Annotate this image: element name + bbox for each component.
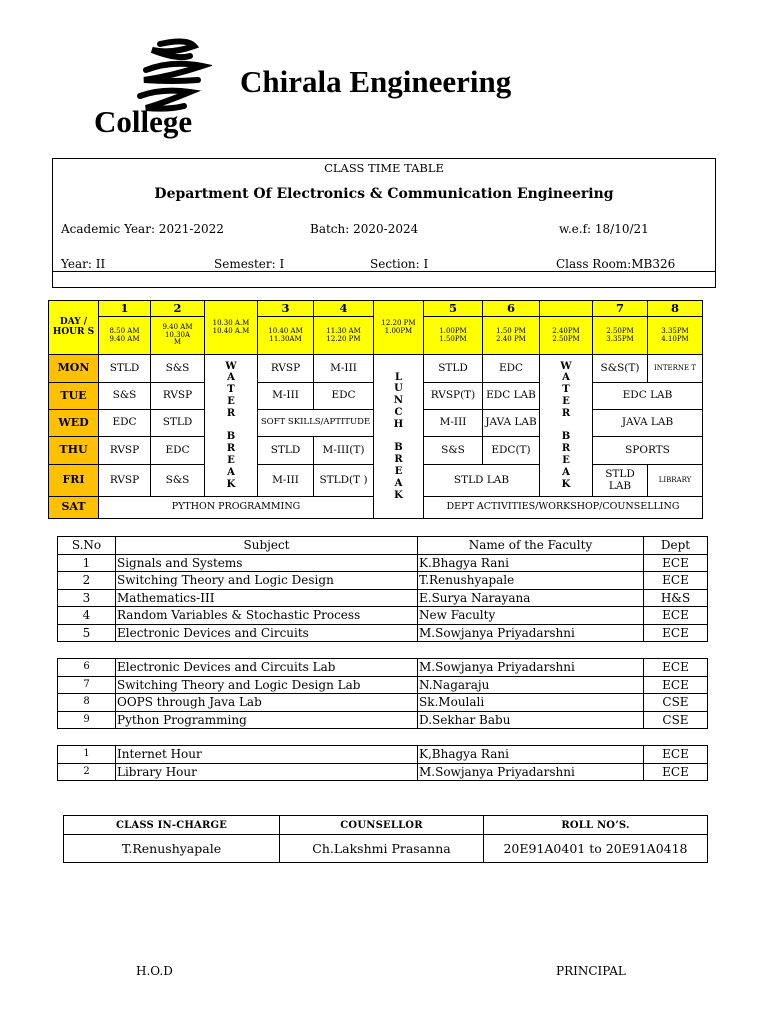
sno-cell: 8 xyxy=(58,694,116,712)
timetable-cell: RVSP xyxy=(99,465,151,497)
table-row xyxy=(58,746,708,764)
day-label: MON xyxy=(49,355,99,383)
dept-cell: ECE xyxy=(644,624,708,642)
subjects-table xyxy=(57,536,708,642)
timetable-cell: STLD(T ) xyxy=(314,465,374,497)
timetable-cell: EDC xyxy=(314,383,374,410)
class-incharge-name: T.Renushyapale xyxy=(64,835,280,863)
day-label: FRI xyxy=(49,465,99,497)
timetable-cell: EDC xyxy=(99,410,151,437)
faculty-cell: K,Bhagya Rani xyxy=(418,746,644,764)
batch: Batch: 2020-2024 xyxy=(310,222,419,236)
dept-cell: CSE xyxy=(644,711,708,729)
period-time: 10.40 AM 11.30AM xyxy=(258,317,314,355)
faculty-cell: N.Nagaraju xyxy=(418,676,644,694)
timetable-cell: STLD xyxy=(151,410,205,437)
subject-cell: Switching Theory and Logic Design xyxy=(116,572,418,590)
dept-cell: ECE xyxy=(644,763,708,781)
period-number: 8 xyxy=(648,301,703,317)
subject-cell: Internet Hour xyxy=(116,746,418,764)
college-name: Chirala Engineering xyxy=(240,64,512,99)
sno-cell: 3 xyxy=(58,589,116,607)
subject-cell: Electronic Devices and Circuits Lab xyxy=(116,659,418,677)
timetable-cell: S&S xyxy=(99,383,151,410)
college-name-line2: College xyxy=(94,104,193,139)
section: Section: I xyxy=(370,257,429,271)
water-break-1: W A T E R B R E A K xyxy=(205,355,258,497)
incharge-table xyxy=(63,815,708,863)
timetable-cell: STLD LAB xyxy=(424,465,540,497)
lunch-time: 12.20 PM 1.00PM xyxy=(374,301,424,355)
timetable-cell: M-III xyxy=(258,465,314,497)
table-row xyxy=(58,711,708,729)
period-number: 3 xyxy=(258,301,314,317)
timetable-cell: STLD xyxy=(99,355,151,383)
timetable-cell: RVSP xyxy=(258,355,314,383)
period-number: 5 xyxy=(424,301,483,317)
period-time: 1.50 PM 2.40 PM xyxy=(483,317,540,355)
page-title: CLASS TIME TABLE xyxy=(324,161,444,175)
break-time: 2.40PM 2.50PM xyxy=(540,317,593,355)
timetable-cell: EDC LAB xyxy=(593,383,703,410)
counsellor-name: Ch.Lakshmi Prasanna xyxy=(280,835,484,863)
timetable-cell: M-III xyxy=(258,383,314,410)
timetable-cell: JAVA LAB xyxy=(593,410,703,437)
column-header: Name of the Faculty xyxy=(418,537,644,555)
day-label: SAT xyxy=(49,497,99,519)
faculty-cell: M.Sowjanya Priyadarshni xyxy=(418,624,644,642)
subject-cell: Switching Theory and Logic Design Lab xyxy=(116,676,418,694)
table-row xyxy=(58,607,708,625)
period-number xyxy=(540,301,593,317)
timetable-cell: EDC xyxy=(483,355,540,383)
column-header: ROLL NO’S. xyxy=(484,816,708,835)
wef-date: w.e.f: 18/10/21 xyxy=(559,222,649,236)
timetable-cell: STLD xyxy=(258,437,314,465)
timetable-cell: RVSP xyxy=(151,383,205,410)
subject-cell: Random Variables & Stochastic Process xyxy=(116,607,418,625)
subject-cell: OOPS through Java Lab xyxy=(116,694,418,712)
dept-cell: H&S xyxy=(644,589,708,607)
dept-cell: CSE xyxy=(644,694,708,712)
water-break-2: W A T E R B R E A K xyxy=(540,355,593,497)
dept-cell: ECE xyxy=(644,676,708,694)
table-row xyxy=(58,694,708,712)
timetable-cell: EDC xyxy=(151,437,205,465)
sno-cell: 2 xyxy=(58,572,116,590)
subject-cell: Library Hour xyxy=(116,763,418,781)
faculty-cell: T.Renushyapale xyxy=(418,572,644,590)
period-time: 11.30 AM 12.20 PM xyxy=(314,317,374,355)
table-row xyxy=(58,572,708,590)
sno-cell: 9 xyxy=(58,711,116,729)
roll-numbers: 20E91A0401 to 20E91A0418 xyxy=(484,835,708,863)
subject-cell: Signals and Systems xyxy=(116,554,418,572)
table-row xyxy=(58,763,708,781)
day-label: WED xyxy=(49,410,99,437)
column-header: S.No xyxy=(58,537,116,555)
department-name: Department Of Electronics & Communication Engineering xyxy=(154,186,614,202)
labs-table xyxy=(57,658,708,729)
timetable-cell: DEPT ACTIVITIES/WORKSHOP/COUNSELLING xyxy=(424,497,703,519)
table-row xyxy=(58,659,708,677)
period-time: 2.50PM 3.35PM xyxy=(593,317,648,355)
timetable-cell: S&S xyxy=(424,437,483,465)
table-row xyxy=(58,676,708,694)
day-label: THU xyxy=(49,437,99,465)
timetable-cell: S&S xyxy=(151,465,205,497)
sno-cell: 1 xyxy=(58,746,116,764)
lunch-break: L U N C H B R E A K xyxy=(374,355,424,519)
dept-cell: ECE xyxy=(644,659,708,677)
period-number: 4 xyxy=(314,301,374,317)
faculty-cell: K.Bhagya Rani xyxy=(418,554,644,572)
timetable-cell: EDC LAB xyxy=(483,383,540,410)
period-number: 1 xyxy=(99,301,151,317)
timetable-grid xyxy=(48,300,703,519)
other-hours-table xyxy=(57,745,708,781)
faculty-cell: New Faculty xyxy=(418,607,644,625)
subject-cell: Electronic Devices and Circuits xyxy=(116,624,418,642)
column-header: Dept xyxy=(644,537,708,555)
day-hours-header: DAY / HOUR S xyxy=(49,301,99,355)
sno-cell: 4 xyxy=(58,607,116,625)
academic-year: Academic Year: 2021-2022 xyxy=(61,222,224,236)
sno-cell: 5 xyxy=(58,624,116,642)
period-time: 1.00PM 1.50PM xyxy=(424,317,483,355)
timetable-cell: STLD LAB xyxy=(593,465,648,497)
timetable-cell: RVSP(T) xyxy=(424,383,483,410)
subject-cell: Mathematics-III xyxy=(116,589,418,607)
period-number: 7 xyxy=(593,301,648,317)
table-row xyxy=(58,624,708,642)
sno-cell: 2 xyxy=(58,763,116,781)
faculty-cell: E.Surya Narayana xyxy=(418,589,644,607)
timetable-cell: PYTHON PROGRAMMING xyxy=(99,497,374,519)
subject-cell: Python Programming xyxy=(116,711,418,729)
day-label: TUE xyxy=(49,383,99,410)
timetable-cell: RVSP xyxy=(99,437,151,465)
timetable-cell: SPORTS xyxy=(593,437,703,465)
classroom: Class Room:MB326 xyxy=(556,257,676,271)
timetable-cell: S&S(T) xyxy=(593,355,648,383)
timetable-cell: LIBRARY xyxy=(648,465,703,497)
timetable-cell: M-III xyxy=(314,355,374,383)
dept-cell: ECE xyxy=(644,572,708,590)
sno-cell: 6 xyxy=(58,659,116,677)
principal-signature-label: PRINCIPAL xyxy=(556,964,626,978)
table-row xyxy=(58,554,708,572)
year: Year: II xyxy=(61,257,106,271)
period-number: 2 xyxy=(151,301,205,317)
break-time: 10.30 A.M 10.40 A.M xyxy=(205,301,258,355)
timetable-cell: S&S xyxy=(151,355,205,383)
dept-cell: ECE xyxy=(644,607,708,625)
header-divider xyxy=(53,271,715,272)
timetable-cell: INTERNE T xyxy=(648,355,703,383)
dept-cell: ECE xyxy=(644,554,708,572)
period-time: 8.50 AM 9.40 AM xyxy=(99,317,151,355)
timetable-cell: SOFT SKILLS/APTITUDE xyxy=(258,410,374,437)
period-time: 9.40 AM 10.30A M xyxy=(151,317,205,355)
timetable-cell: STLD xyxy=(424,355,483,383)
timetable-cell: EDC(T) xyxy=(483,437,540,465)
faculty-cell: Sk.Moulali xyxy=(418,694,644,712)
timetable-cell: JAVA LAB xyxy=(483,410,540,437)
faculty-cell: M.Sowjanya Priyadarshni xyxy=(418,763,644,781)
timetable-cell: M-III(T) xyxy=(314,437,374,465)
timetable-cell: M-III xyxy=(424,410,483,437)
period-time: 3.35PM 4.10PM xyxy=(648,317,703,355)
column-header: Subject xyxy=(116,537,418,555)
timetable-header xyxy=(52,158,716,288)
sno-cell: 1 xyxy=(58,554,116,572)
sno-cell: 7 xyxy=(58,676,116,694)
semester: Semester: I xyxy=(214,257,285,271)
faculty-cell: D.Sekhar Babu xyxy=(418,711,644,729)
column-header: CLASS IN-CHARGE xyxy=(64,816,280,835)
period-number: 6 xyxy=(483,301,540,317)
column-header: COUNSELLOR xyxy=(280,816,484,835)
faculty-cell: M.Sowjanya Priyadarshni xyxy=(418,659,644,677)
table-row xyxy=(58,589,708,607)
hod-signature-label: H.O.D xyxy=(136,964,173,978)
dept-cell: ECE xyxy=(644,746,708,764)
